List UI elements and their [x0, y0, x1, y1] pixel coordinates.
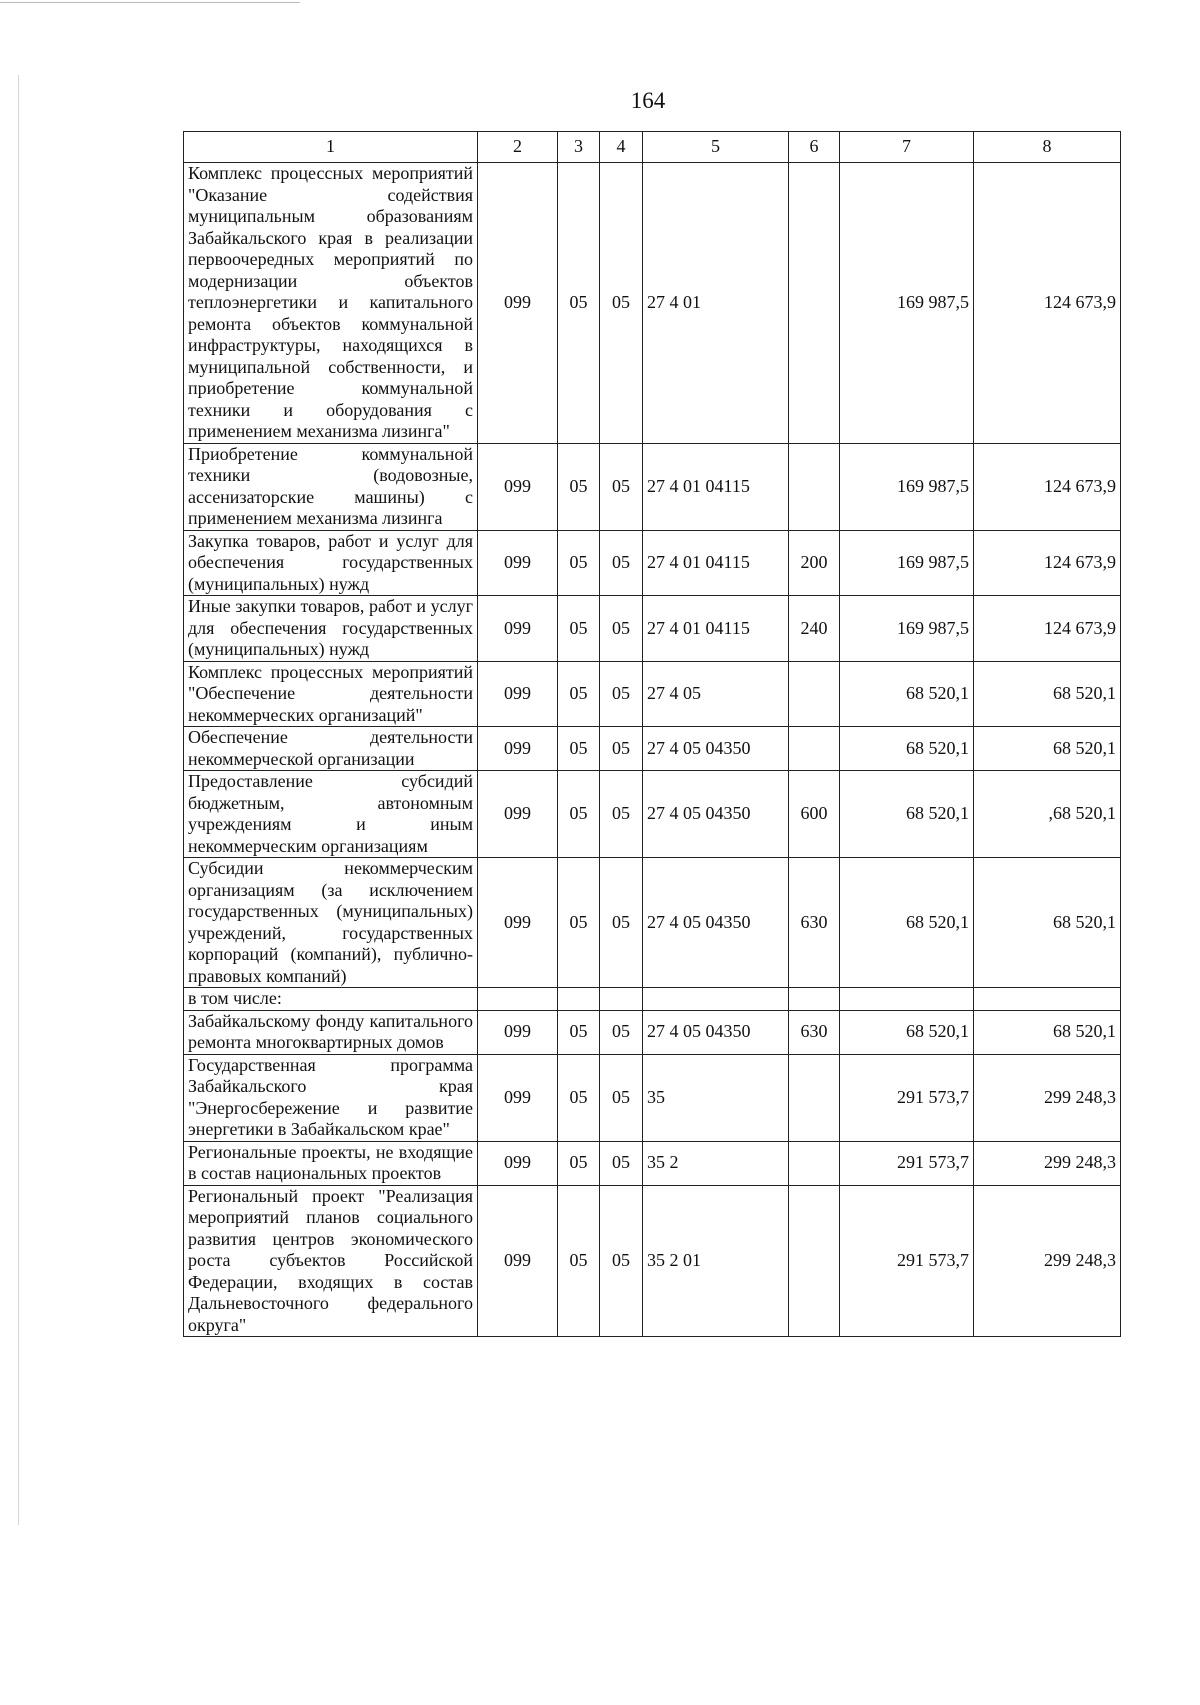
cell-section: 05 — [558, 163, 600, 444]
scan-artifact-left — [18, 75, 19, 1525]
header-col-6: 6 — [789, 132, 840, 163]
cell-amount-year1: 291 573,7 — [840, 1141, 974, 1185]
cell-ministry: 099 — [478, 163, 558, 444]
cell-section: 05 — [558, 1185, 600, 1337]
cell-ministry: 099 — [478, 530, 558, 596]
cell-subsection: 05 — [600, 530, 643, 596]
header-col-3: 3 — [558, 132, 600, 163]
cell-expense-type: 240 — [789, 596, 840, 662]
cell-amount-year2: 299 248,3 — [974, 1185, 1121, 1337]
cell-amount-year2: 124 673,9 — [974, 530, 1121, 596]
cell-amount-year2: 124 673,9 — [974, 163, 1121, 444]
row-name: Комплекс процессных мероприятий "Оказание содействия муниципальным образованиям Забайкальского края в реализации первоочередных мероприятий по модернизации объектов теплоэнергетики и капитального ремонта объектов коммунальной инфраструктуры, находящихся в муниципальной собственности, и приобретение коммунальной техники и оборудования с применением механизма лизинга" — [184, 163, 478, 444]
cell-subsection: 05 — [600, 771, 643, 858]
cell-subsection: 05 — [600, 661, 643, 727]
cell-amount-year1: 169 987,5 — [840, 163, 974, 444]
row-name: Региональные проекты, не входящие в состав национальных проектов — [184, 1141, 478, 1185]
cell-section: 05 — [558, 596, 600, 662]
budget-table — [183, 131, 1121, 1337]
cell-amount-year1: 68 520,1 — [840, 727, 974, 771]
cell-expense-type — [789, 163, 840, 444]
cell-section: 05 — [558, 443, 600, 530]
cell-subsection: 05 — [600, 163, 643, 444]
cell-target-code: 27 4 01 04115 — [643, 596, 789, 662]
cell-expense-type — [789, 1185, 840, 1337]
cell-subsection: 05 — [600, 1054, 643, 1141]
table-row — [184, 443, 1121, 530]
cell-amount-year1: 68 520,1 — [840, 771, 974, 858]
row-name: Иные закупки товаров, работ и услуг для обеспечения государственных (муниципальных) нужд — [184, 596, 478, 662]
table-row — [184, 1010, 1121, 1054]
cell-amount-year1 — [840, 988, 974, 1011]
row-name: в том числе: — [184, 988, 478, 1011]
row-name: Предоставление субсидий бюджетным, автономным учреждениям и иным некоммерческим организациям — [184, 771, 478, 858]
cell-subsection: 05 — [600, 1141, 643, 1185]
cell-section: 05 — [558, 1141, 600, 1185]
header-col-7: 7 — [840, 132, 974, 163]
cell-expense-type — [789, 1141, 840, 1185]
cell-ministry: 099 — [478, 858, 558, 988]
cell-amount-year1: 68 520,1 — [840, 858, 974, 988]
table-row — [184, 727, 1121, 771]
cell-subsection: 05 — [600, 443, 643, 530]
cell-amount-year1: 291 573,7 — [840, 1185, 974, 1337]
cell-target-code: 27 4 05 04350 — [643, 771, 789, 858]
cell-amount-year2: 68 520,1 — [974, 858, 1121, 988]
header-col-8: 8 — [974, 132, 1121, 163]
cell-amount-year1: 291 573,7 — [840, 1054, 974, 1141]
cell-amount-year1: 169 987,5 — [840, 530, 974, 596]
table-row — [184, 771, 1121, 858]
row-name: Закупка товаров, работ и услуг для обеспечения государственных (муниципальных) нужд — [184, 530, 478, 596]
cell-section: 05 — [558, 1054, 600, 1141]
cell-target-code: 27 4 01 04115 — [643, 530, 789, 596]
cell-expense-type — [789, 988, 840, 1011]
cell-subsection: 05 — [600, 1185, 643, 1337]
cell-ministry: 099 — [478, 727, 558, 771]
cell-ministry: 099 — [478, 443, 558, 530]
cell-expense-type: 630 — [789, 858, 840, 988]
cell-target-code: 35 2 — [643, 1141, 789, 1185]
cell-target-code: 27 4 01 — [643, 163, 789, 444]
row-name: Забайкальскому фонду капитального ремонта многоквартирных домов — [184, 1010, 478, 1054]
cell-subsection: 05 — [600, 596, 643, 662]
cell-amount-year2: 68 520,1 — [974, 661, 1121, 727]
cell-target-code: 27 4 05 04350 — [643, 858, 789, 988]
page-number: 164 — [630, 88, 666, 113]
header-row — [184, 132, 1121, 163]
cell-target-code: 27 4 01 04115 — [643, 443, 789, 530]
header-col-5: 5 — [643, 132, 789, 163]
cell-amount-year2: ,68 520,1 — [974, 771, 1121, 858]
scan-artifact-top — [0, 2, 300, 3]
row-name: Обеспечение деятельности некоммерческой организации — [184, 727, 478, 771]
cell-section: 05 — [558, 727, 600, 771]
cell-ministry: 099 — [478, 771, 558, 858]
cell-subsection: 05 — [600, 858, 643, 988]
cell-target-code: 27 4 05 04350 — [643, 727, 789, 771]
table-row — [184, 661, 1121, 727]
cell-expense-type — [789, 727, 840, 771]
cell-section — [558, 988, 600, 1011]
cell-amount-year1: 68 520,1 — [840, 661, 974, 727]
cell-section: 05 — [558, 858, 600, 988]
cell-section: 05 — [558, 1010, 600, 1054]
table-row — [184, 858, 1121, 988]
cell-expense-type — [789, 1054, 840, 1141]
cell-section: 05 — [558, 661, 600, 727]
cell-amount-year2: 299 248,3 — [974, 1141, 1121, 1185]
header-col-1: 1 — [184, 132, 478, 163]
table-body — [184, 163, 1121, 1337]
cell-target-code: 35 — [643, 1054, 789, 1141]
table-row — [184, 1141, 1121, 1185]
row-name: Приобретение коммунальной техники (водовозные, ассенизаторские машины) с применением механизма лизинга — [184, 443, 478, 530]
cell-ministry: 099 — [478, 596, 558, 662]
row-name: Государственная программа Забайкальского края "Энергосбережение и развитие энергетики в Забайкальском крае" — [184, 1054, 478, 1141]
cell-ministry — [478, 988, 558, 1011]
cell-expense-type: 630 — [789, 1010, 840, 1054]
cell-ministry: 099 — [478, 1054, 558, 1141]
cell-ministry: 099 — [478, 1010, 558, 1054]
table-header — [184, 132, 1121, 163]
table-row — [184, 163, 1121, 444]
cell-ministry: 099 — [478, 1141, 558, 1185]
cell-subsection: 05 — [600, 1010, 643, 1054]
cell-amount-year2: 68 520,1 — [974, 727, 1121, 771]
cell-amount-year2: 68 520,1 — [974, 1010, 1121, 1054]
cell-amount-year2: 299 248,3 — [974, 1054, 1121, 1141]
cell-subsection: 05 — [600, 727, 643, 771]
row-name: Региональный проект "Реализация мероприятий планов социального развития центров экономического роста субъектов Российской Федерации, входящих в состав Дальневосточного федерального округа" — [184, 1185, 478, 1337]
table-row — [184, 988, 1121, 1011]
cell-expense-type — [789, 661, 840, 727]
table-row — [184, 596, 1121, 662]
cell-amount-year2: 124 673,9 — [974, 596, 1121, 662]
cell-subsection — [600, 988, 643, 1011]
cell-amount-year2 — [974, 988, 1121, 1011]
cell-target-code: 27 4 05 — [643, 661, 789, 727]
cell-expense-type — [789, 443, 840, 530]
cell-amount-year1: 169 987,5 — [840, 596, 974, 662]
cell-target-code — [643, 988, 789, 1011]
header-col-2: 2 — [478, 132, 558, 163]
cell-ministry: 099 — [478, 1185, 558, 1337]
cell-expense-type: 600 — [789, 771, 840, 858]
table-row — [184, 1054, 1121, 1141]
table-row — [184, 530, 1121, 596]
row-name: Комплекс процессных мероприятий "Обеспечение деятельности некоммерческих организаций" — [184, 661, 478, 727]
cell-expense-type: 200 — [789, 530, 840, 596]
cell-section: 05 — [558, 530, 600, 596]
cell-target-code: 35 2 01 — [643, 1185, 789, 1337]
row-name: Субсидии некоммерческим организациям (за исключением государственных (муниципальных) учреждений, государственных корпораций (компаний), публично-правовых компаний) — [184, 858, 478, 988]
cell-target-code: 27 4 05 04350 — [643, 1010, 789, 1054]
cell-amount-year2: 124 673,9 — [974, 443, 1121, 530]
table-row — [184, 1185, 1121, 1337]
cell-amount-year1: 169 987,5 — [840, 443, 974, 530]
cell-section: 05 — [558, 771, 600, 858]
header-col-4: 4 — [600, 132, 643, 163]
cell-amount-year1: 68 520,1 — [840, 1010, 974, 1054]
cell-ministry: 099 — [478, 661, 558, 727]
